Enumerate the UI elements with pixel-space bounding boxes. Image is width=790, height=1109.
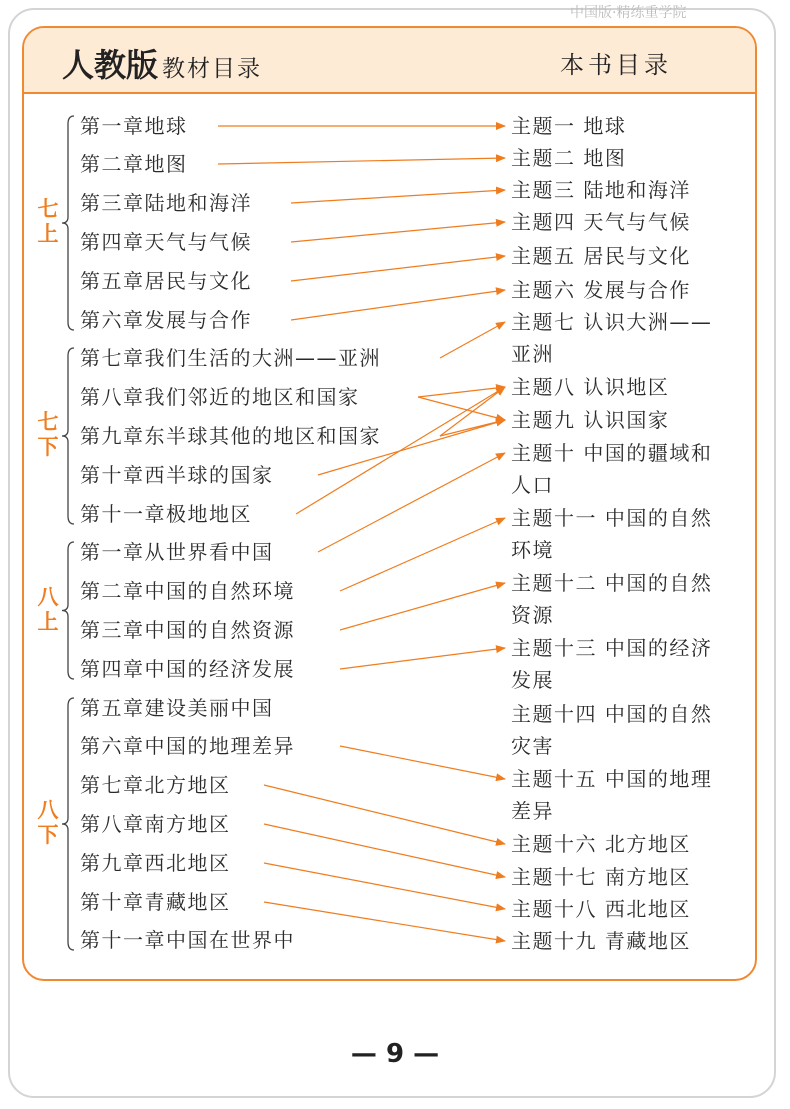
topic-line: 主题七 认识大洲—— xyxy=(511,310,713,334)
grade-char: 八 xyxy=(37,798,59,822)
grade-char: 下 xyxy=(37,823,59,847)
grade-label-8b xyxy=(35,798,61,848)
mapping-arrow xyxy=(340,648,505,669)
topic-line: 主题十三 中国的经济 xyxy=(511,636,713,660)
chapter-item: 第六章中国的地理差异 xyxy=(80,734,295,758)
topic-item xyxy=(511,437,751,501)
mapping-arrow xyxy=(264,902,505,941)
grade-braces xyxy=(62,116,74,950)
mapping-arrow xyxy=(291,190,505,203)
mapping-arrow xyxy=(440,387,505,436)
topic-item xyxy=(511,893,751,925)
topic-line: 主题一 地球 xyxy=(511,114,627,138)
chapter-item: 第八章南方地区 xyxy=(80,812,231,836)
topic-line: 主题八 认识地区 xyxy=(511,375,670,399)
topic-item xyxy=(511,828,751,860)
topic-item xyxy=(511,306,751,370)
mapping-arrow xyxy=(264,863,505,909)
topic-item xyxy=(511,567,751,631)
chapter-item: 第七章北方地区 xyxy=(80,773,231,797)
chapter-item: 第十一章中国在世界中 xyxy=(80,928,295,952)
topic-line: 主题二 地图 xyxy=(511,146,627,170)
topic-item xyxy=(511,698,751,762)
topic-line-continued: 差异 xyxy=(511,799,554,823)
mapping-arrow xyxy=(218,158,505,164)
mapping-arrow xyxy=(340,518,505,591)
mapping-arrow xyxy=(340,746,505,779)
topic-item xyxy=(511,502,751,566)
chapter-item: 第十一章极地地区 xyxy=(80,502,252,526)
topic-line: 主题五 居民与文化 xyxy=(511,244,691,268)
chapter-item: 第六章发展与合作 xyxy=(80,308,252,332)
chapter-item: 第五章建设美丽中国 xyxy=(80,696,274,720)
grade-char: 七 xyxy=(37,197,59,221)
topic-line: 主题十五 中国的地理 xyxy=(511,767,713,791)
chapter-item: 第九章西北地区 xyxy=(80,851,231,875)
chapter-item: 第三章中国的自然资源 xyxy=(80,618,295,642)
topic-line-continued: 环境 xyxy=(511,538,554,562)
topic-line-continued: 人口 xyxy=(511,473,554,497)
topic-line: 主题十六 北方地区 xyxy=(511,832,691,856)
topic-item xyxy=(511,632,751,696)
topic-line: 主题十二 中国的自然 xyxy=(511,571,713,595)
mapping-arrow xyxy=(318,453,505,552)
chapter-item: 第一章地球 xyxy=(80,114,188,138)
chapter-item: 第二章中国的自然环境 xyxy=(80,579,295,603)
topic-line-continued: 资源 xyxy=(511,603,554,627)
grade-char: 上 xyxy=(37,609,59,634)
grade-char: 八 xyxy=(37,584,59,609)
mapping-arrow xyxy=(440,322,505,358)
chapter-item: 第十章西半球的国家 xyxy=(80,463,274,487)
topic-line-continued: 亚洲 xyxy=(511,342,554,366)
chapter-item: 第九章东半球其他的地区和国家 xyxy=(80,424,381,448)
chapter-item: 第八章我们邻近的地区和国家 xyxy=(80,385,360,409)
topic-item xyxy=(511,110,751,142)
topic-line: 主题十一 中国的自然 xyxy=(511,506,713,530)
top-cropped-text: 中国版·精练重学院 xyxy=(570,5,687,21)
topic-line: 主题六 发展与合作 xyxy=(511,278,691,302)
topic-item xyxy=(511,925,751,957)
topic-item xyxy=(511,404,751,436)
topic-line: 主题十八 西北地区 xyxy=(511,897,691,921)
topic-line: 主题十四 中国的自然 xyxy=(511,702,713,726)
grade-brace xyxy=(62,542,74,679)
chapter-item: 第一章从世界看中国 xyxy=(80,540,274,564)
mapping-arrow xyxy=(291,256,505,281)
chapter-item: 第二章地图 xyxy=(80,152,188,176)
chapter-item: 第四章中国的经济发展 xyxy=(80,657,295,681)
grade-char: 下 xyxy=(37,435,59,459)
grade-brace xyxy=(62,116,74,330)
topic-item xyxy=(511,240,751,272)
mapping-arrow xyxy=(340,583,505,630)
topic-line: 主题十七 南方地区 xyxy=(511,865,691,889)
chapter-item: 第三章陆地和海洋 xyxy=(80,191,252,215)
topic-item xyxy=(511,206,751,238)
arrow-group xyxy=(218,126,505,941)
topic-item xyxy=(511,174,751,206)
topic-item xyxy=(511,274,751,306)
textbook-toc-label: 教材目录 xyxy=(162,56,263,82)
chapter-item: 第五章居民与文化 xyxy=(80,269,252,293)
grade-label-7a xyxy=(35,197,61,247)
mapping-arrow xyxy=(418,397,505,420)
grade-char: 七 xyxy=(37,410,59,434)
topic-line: 主题十 中国的疆域和 xyxy=(511,441,713,465)
topic-item xyxy=(511,763,751,827)
page-number: — 9 — xyxy=(350,1039,440,1069)
topic-item xyxy=(511,861,751,893)
topic-item xyxy=(511,371,751,403)
topic-line-continued: 灾害 xyxy=(511,734,554,758)
mapping-arrow xyxy=(264,824,505,877)
grade-label-7b xyxy=(35,410,61,460)
topic-line: 主题三 陆地和海洋 xyxy=(511,178,691,202)
grade-label-8a xyxy=(35,585,61,635)
chapter-item: 第七章我们生活的大洲——亚洲 xyxy=(80,346,381,370)
topic-line: 主题十九 青藏地区 xyxy=(511,929,691,953)
topic-item xyxy=(511,142,751,174)
chapter-item: 第十章青藏地区 xyxy=(80,890,231,914)
grade-brace xyxy=(62,348,74,524)
book-toc-heading: 本书目录 xyxy=(560,51,672,79)
topic-line: 主题四 天气与气候 xyxy=(511,210,691,234)
chapter-item: 第四章天气与气候 xyxy=(80,230,252,254)
topic-line: 主题九 认识国家 xyxy=(511,408,670,432)
grade-brace xyxy=(62,698,74,950)
mapping-arrow xyxy=(264,785,505,844)
topic-line-continued: 发展 xyxy=(511,668,554,692)
grade-char: 上 xyxy=(37,222,59,246)
mapping-arrow xyxy=(291,290,505,320)
brand-title: 人教版 xyxy=(62,46,159,84)
mapping-arrow xyxy=(291,222,505,242)
